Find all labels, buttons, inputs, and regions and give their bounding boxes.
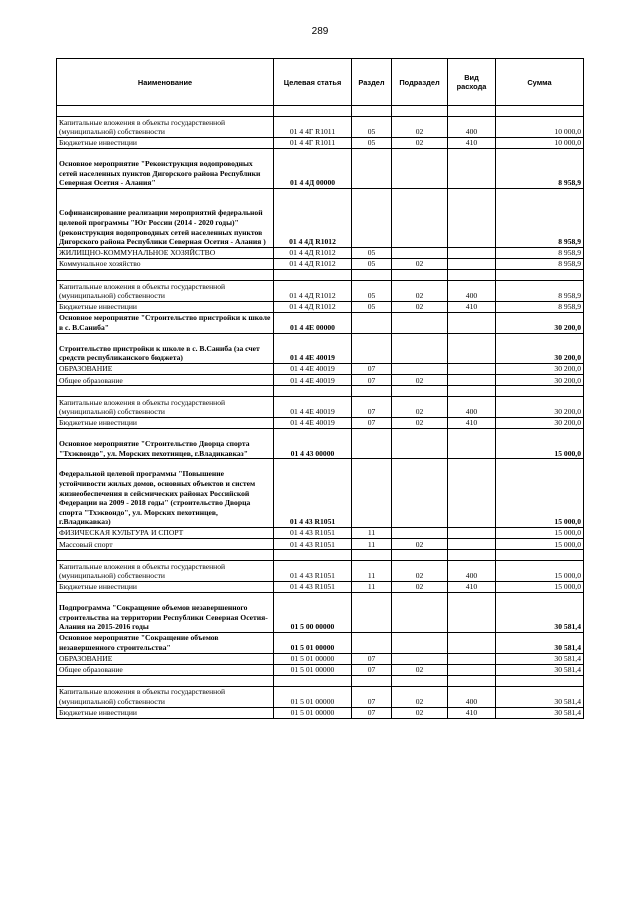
- table-body: [57, 106, 584, 719]
- table-row: [57, 593, 584, 633]
- cell-name: Основное мероприятие "Реконструкция водопроводных сетей населенных пунктов Дигорского района Республики Северная Осетия - Алания": [57, 148, 274, 188]
- cell-amount: 8 958,9: [496, 188, 584, 247]
- cell-amount: 8 958,9: [496, 258, 584, 269]
- table-row: [57, 664, 584, 675]
- cell-name: Основное мероприятие "Сокращение объемов незавершенного строительства": [57, 632, 274, 653]
- cell-target-article: [274, 675, 352, 686]
- table-row: [57, 301, 584, 312]
- cell-name: Строительство пристройки к школе в с. В.Саниба (за счет средств республиканского бюджета): [57, 333, 274, 363]
- cell-target-article: 01 5 01 00000: [274, 686, 352, 707]
- table-row: [57, 281, 584, 302]
- table-row: [57, 270, 584, 281]
- cell-target-article: 01 4 43 R1051: [274, 527, 352, 538]
- cell-name: Коммунальное хозяйство: [57, 258, 274, 269]
- cell-amount: 30 200,0: [496, 312, 584, 333]
- table-row: [57, 527, 584, 538]
- cell-subsection: [392, 459, 448, 528]
- cell-name: Бюджетные инвестиции: [57, 581, 274, 592]
- cell-section: [352, 270, 392, 281]
- cell-subsection: [392, 593, 448, 633]
- cell-subsection: [392, 653, 448, 664]
- cell-target-article: 01 4 4Е 40019: [274, 417, 352, 428]
- cell-section: 07: [352, 664, 392, 675]
- cell-section: 05: [352, 137, 392, 148]
- cell-subsection: [392, 675, 448, 686]
- cell-amount: 8 958,9: [496, 301, 584, 312]
- cell-amount: 30 200,0: [496, 417, 584, 428]
- cell-subsection: 02: [392, 707, 448, 718]
- cell-section: 05: [352, 117, 392, 138]
- cell-section: 07: [352, 417, 392, 428]
- table-row: [57, 247, 584, 258]
- cell-section: [352, 333, 392, 363]
- table-row: [57, 148, 584, 188]
- cell-name: Капитальные вложения в объекты государственной (муниципальной) собственности: [57, 281, 274, 302]
- cell-expense-type: 410: [448, 707, 496, 718]
- cell-amount: 15 000,0: [496, 539, 584, 550]
- cell-amount: 8 958,9: [496, 247, 584, 258]
- table-row: [57, 417, 584, 428]
- cell-expense-type: [448, 333, 496, 363]
- cell-subsection: [392, 527, 448, 538]
- cell-section: [352, 106, 392, 117]
- cell-name: Бюджетные инвестиции: [57, 417, 274, 428]
- cell-section: [352, 148, 392, 188]
- table-row: [57, 581, 584, 592]
- cell-amount: 15 000,0: [496, 527, 584, 538]
- cell-target-article: 01 4 4Г R1011: [274, 137, 352, 148]
- cell-expense-type: 410: [448, 417, 496, 428]
- header-section: Раздел: [352, 59, 392, 106]
- cell-subsection: 02: [392, 281, 448, 302]
- cell-section: [352, 312, 392, 333]
- page-number: 289: [311, 26, 329, 37]
- table-row: [57, 428, 584, 458]
- cell-target-article: [274, 270, 352, 281]
- cell-name: Бюджетные инвестиции: [57, 301, 274, 312]
- cell-expense-type: 400: [448, 117, 496, 138]
- cell-expense-type: 410: [448, 581, 496, 592]
- cell-target-article: 01 4 4Д R1012: [274, 188, 352, 247]
- cell-subsection: 02: [392, 397, 448, 418]
- cell-amount: [496, 675, 584, 686]
- cell-name: [57, 675, 274, 686]
- cell-name: Капитальные вложения в объекты государственной (муниципальной) собственности: [57, 397, 274, 418]
- cell-expense-type: [448, 375, 496, 386]
- header-target-article: Целевая статья: [274, 59, 352, 106]
- cell-section: 11: [352, 527, 392, 538]
- cell-subsection: 02: [392, 664, 448, 675]
- cell-section: [352, 550, 392, 561]
- table-row: [57, 686, 584, 707]
- cell-section: [352, 386, 392, 397]
- cell-target-article: [274, 386, 352, 397]
- cell-name: Подпрограмма "Сокращение объемов незавершенного строительства на территории Республики Северная Осетия-Алания на 2015-2016 годы: [57, 593, 274, 633]
- cell-amount: 15 000,0: [496, 459, 584, 528]
- table-row: [57, 386, 584, 397]
- cell-section: 07: [352, 375, 392, 386]
- cell-amount: 30 581,4: [496, 686, 584, 707]
- cell-amount: 15 000,0: [496, 428, 584, 458]
- cell-subsection: 02: [392, 561, 448, 582]
- cell-section: 05: [352, 281, 392, 302]
- cell-amount: 30 581,4: [496, 664, 584, 675]
- cell-amount: 30 581,4: [496, 707, 584, 718]
- cell-section: 07: [352, 707, 392, 718]
- cell-name: [57, 270, 274, 281]
- table-row: [57, 707, 584, 718]
- cell-expense-type: 410: [448, 301, 496, 312]
- cell-amount: 30 581,4: [496, 632, 584, 653]
- cell-expense-type: [448, 653, 496, 664]
- table-row: [57, 561, 584, 582]
- cell-name: Капитальные вложения в объекты государственной (муниципальной) собственности: [57, 117, 274, 138]
- cell-target-article: 01 5 01 00000: [274, 707, 352, 718]
- cell-target-article: [274, 106, 352, 117]
- cell-expense-type: [448, 593, 496, 633]
- table-row: [57, 312, 584, 333]
- cell-target-article: 01 4 4Е 40019: [274, 397, 352, 418]
- cell-name: ОБРАЗОВАНИЕ: [57, 653, 274, 664]
- cell-section: 11: [352, 561, 392, 582]
- cell-target-article: 01 4 4Д 00000: [274, 148, 352, 188]
- cell-name: ФИЗИЧЕСКАЯ КУЛЬТУРА И СПОРТ: [57, 527, 274, 538]
- header-name: Наименование: [57, 59, 274, 106]
- cell-amount: 30 200,0: [496, 397, 584, 418]
- cell-target-article: 01 4 43 R1051: [274, 539, 352, 550]
- cell-expense-type: [448, 539, 496, 550]
- cell-target-article: 01 5 01 00000: [274, 653, 352, 664]
- cell-subsection: [392, 247, 448, 258]
- cell-section: [352, 459, 392, 528]
- cell-subsection: [392, 386, 448, 397]
- cell-subsection: [392, 550, 448, 561]
- cell-amount: 30 581,4: [496, 593, 584, 633]
- cell-expense-type: 410: [448, 137, 496, 148]
- cell-expense-type: [448, 386, 496, 397]
- cell-expense-type: 400: [448, 561, 496, 582]
- cell-expense-type: [448, 106, 496, 117]
- cell-target-article: 01 4 43 R1051: [274, 459, 352, 528]
- cell-amount: 15 000,0: [496, 581, 584, 592]
- cell-expense-type: 400: [448, 686, 496, 707]
- cell-amount: 15 000,0: [496, 561, 584, 582]
- cell-subsection: [392, 428, 448, 458]
- cell-amount: 30 200,0: [496, 333, 584, 363]
- cell-expense-type: [448, 527, 496, 538]
- cell-subsection: [392, 106, 448, 117]
- cell-target-article: 01 4 4Г R1011: [274, 117, 352, 138]
- header-subsection: Подраздел: [392, 59, 448, 106]
- cell-expense-type: [448, 188, 496, 247]
- cell-name: [57, 550, 274, 561]
- cell-expense-type: [448, 312, 496, 333]
- cell-name: Основное мероприятие "Строительство пристройки к школе в с. В.Саниба": [57, 312, 274, 333]
- cell-amount: [496, 550, 584, 561]
- cell-target-article: 01 4 4Е 40019: [274, 375, 352, 386]
- cell-target-article: 01 4 43 00000: [274, 428, 352, 458]
- cell-target-article: 01 4 43 R1051: [274, 561, 352, 582]
- cell-name: Софинансирование реализации мероприятий федеральной целевой программы "Юг России (2014 - 2020 годы)" (реконструкция водопроводных сетей населенных пунктов Дигорского района Республики Северная Осетия - Алания ): [57, 188, 274, 247]
- cell-amount: 10 000,0: [496, 137, 584, 148]
- cell-expense-type: [448, 270, 496, 281]
- cell-expense-type: [448, 148, 496, 188]
- cell-name: ЖИЛИЩНО-КОММУНАЛЬНОЕ ХОЗЯЙСТВО: [57, 247, 274, 258]
- table-row: [57, 632, 584, 653]
- cell-name: Общее образование: [57, 375, 274, 386]
- cell-section: [352, 632, 392, 653]
- cell-subsection: [392, 188, 448, 247]
- cell-subsection: 02: [392, 686, 448, 707]
- cell-target-article: 01 5 01 00000: [274, 632, 352, 653]
- cell-subsection: 02: [392, 137, 448, 148]
- table-row: [57, 675, 584, 686]
- cell-amount: [496, 270, 584, 281]
- cell-subsection: 02: [392, 539, 448, 550]
- table-row: [57, 550, 584, 561]
- cell-name: [57, 106, 274, 117]
- cell-section: 11: [352, 539, 392, 550]
- cell-name: Федеральной целевой программы "Повышение устойчивости жилых домов, основных объектов и систем жизнеобеспечения в сейсмических районах Российской Федерации на 2009 - 2018 годы" (строительство Дворца спорта "Тхэквондо", ул. Морских пехотинцев, г.Владикавказ): [57, 459, 274, 528]
- table-row: [57, 459, 584, 528]
- cell-amount: 30 581,4: [496, 653, 584, 664]
- cell-target-article: 01 5 00 00000: [274, 593, 352, 633]
- header-expense-type: Вид расхода: [448, 59, 496, 106]
- cell-subsection: [392, 333, 448, 363]
- cell-target-article: 01 4 4Е 40019: [274, 363, 352, 374]
- cell-subsection: 02: [392, 581, 448, 592]
- cell-expense-type: [448, 459, 496, 528]
- cell-expense-type: [448, 363, 496, 374]
- table-row: [57, 397, 584, 418]
- cell-subsection: 02: [392, 301, 448, 312]
- cell-target-article: 01 4 4Д R1012: [274, 258, 352, 269]
- cell-section: [352, 675, 392, 686]
- table-header-row: [57, 59, 584, 106]
- table-row: [57, 653, 584, 664]
- cell-expense-type: [448, 664, 496, 675]
- table-row: [57, 363, 584, 374]
- cell-section: 05: [352, 258, 392, 269]
- cell-name: Капитальные вложения в объекты государственной (муниципальной) собственности: [57, 561, 274, 582]
- table-row: [57, 539, 584, 550]
- cell-target-article: 01 5 01 00000: [274, 664, 352, 675]
- cell-expense-type: [448, 258, 496, 269]
- cell-amount: 10 000,0: [496, 117, 584, 138]
- table-row: [57, 117, 584, 138]
- cell-name: Общее образование: [57, 664, 274, 675]
- cell-name: Бюджетные инвестиции: [57, 137, 274, 148]
- cell-name: Капитальные вложения в объекты государственной (муниципальной) собственности: [57, 686, 274, 707]
- table-row: [57, 188, 584, 247]
- cell-subsection: [392, 148, 448, 188]
- cell-section: 05: [352, 301, 392, 312]
- cell-subsection: [392, 363, 448, 374]
- cell-expense-type: [448, 632, 496, 653]
- cell-name: [57, 386, 274, 397]
- cell-section: [352, 593, 392, 633]
- cell-target-article: 01 4 4Е 40019: [274, 333, 352, 363]
- cell-amount: 30 200,0: [496, 375, 584, 386]
- budget-table: [56, 58, 584, 719]
- cell-amount: 8 958,9: [496, 148, 584, 188]
- cell-expense-type: [448, 550, 496, 561]
- table-row: [57, 333, 584, 363]
- table-row: [57, 106, 584, 117]
- cell-amount: [496, 106, 584, 117]
- table-row: [57, 137, 584, 148]
- cell-target-article: 01 4 4Е 00000: [274, 312, 352, 333]
- cell-section: 07: [352, 653, 392, 664]
- cell-subsection: [392, 312, 448, 333]
- cell-amount: 8 958,9: [496, 281, 584, 302]
- cell-section: [352, 428, 392, 458]
- cell-target-article: 01 4 4Д R1012: [274, 281, 352, 302]
- cell-expense-type: 400: [448, 281, 496, 302]
- cell-name: Массовый спорт: [57, 539, 274, 550]
- cell-subsection: 02: [392, 375, 448, 386]
- cell-section: [352, 188, 392, 247]
- cell-amount: [496, 386, 584, 397]
- cell-target-article: 01 4 43 R1051: [274, 581, 352, 592]
- header-amount: Сумма: [496, 59, 584, 106]
- cell-subsection: [392, 270, 448, 281]
- table-row: [57, 258, 584, 269]
- cell-section: 11: [352, 581, 392, 592]
- cell-section: 05: [352, 247, 392, 258]
- cell-section: 07: [352, 686, 392, 707]
- cell-amount: 30 200,0: [496, 363, 584, 374]
- cell-name: Бюджетные инвестиции: [57, 707, 274, 718]
- cell-expense-type: [448, 675, 496, 686]
- cell-subsection: 02: [392, 117, 448, 138]
- cell-target-article: [274, 550, 352, 561]
- cell-name: Основное мероприятие "Строительство Дворца спорта "Тхэквондо", ул. Морских пехотинцев, г.Владикавказ": [57, 428, 274, 458]
- cell-subsection: [392, 632, 448, 653]
- cell-target-article: 01 4 4Д R1012: [274, 301, 352, 312]
- cell-name: ОБРАЗОВАНИЕ: [57, 363, 274, 374]
- cell-subsection: 02: [392, 258, 448, 269]
- cell-expense-type: 400: [448, 397, 496, 418]
- table-row: [57, 375, 584, 386]
- cell-subsection: 02: [392, 417, 448, 428]
- cell-target-article: 01 4 4Д R1012: [274, 247, 352, 258]
- cell-expense-type: [448, 247, 496, 258]
- cell-expense-type: [448, 428, 496, 458]
- cell-section: 07: [352, 363, 392, 374]
- cell-section: 07: [352, 397, 392, 418]
